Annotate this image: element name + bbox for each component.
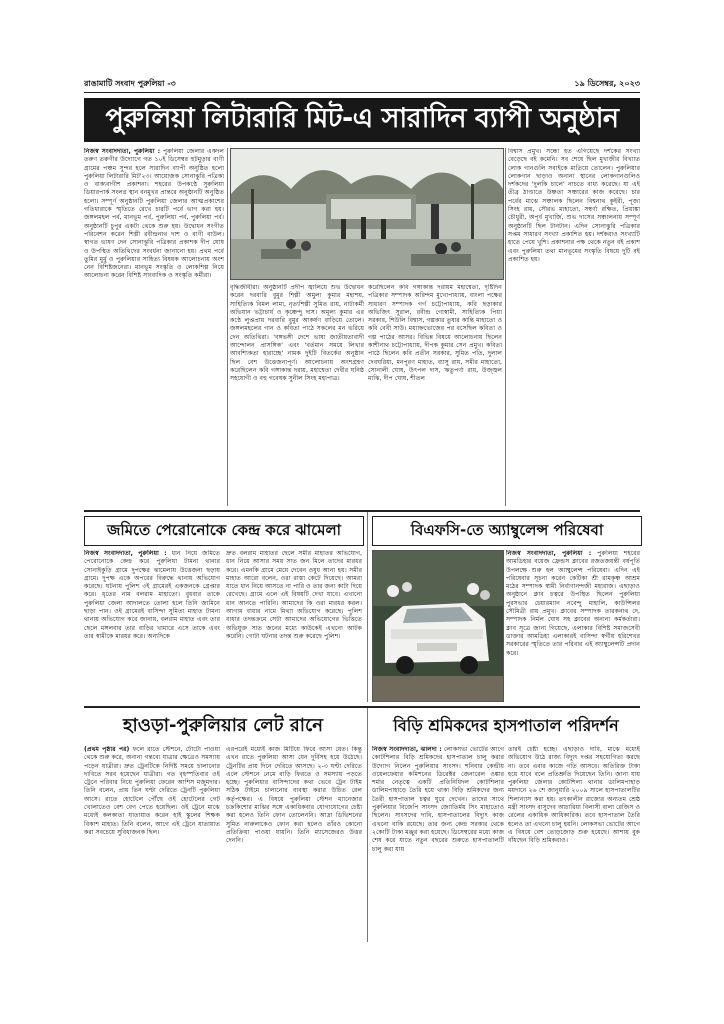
column-rule [227, 148, 228, 506]
lead-dateline: নিজস্ব সংবাদদাতা, পুরুলিয়া : [84, 148, 161, 155]
story3-text-1: পুরুলিয়া শহরের আমডিহার বয়েজ ফ্রেন্ডস ক্লাবের রজতজয়ন্তী বর্ষপূর্তি উপলক্ষে শুরু হল অ্যাম্বুলেন্স পরিষেবা। এদিন এই পরিষেবার সূচনা করেন কেটিকা শ্রী রামকৃষ্ণ আশ্রম মঠের সম্পাদক স্বামী নির্বাণানন্দজী মহারাজ। এছাড়াও অনুষ্ঠানে ক্লাব চত্বরে উপস্থিত ছিলেন পুরুলিয়া পুরসভার চেয়ারম্যান নবেন্দু মাহালি, কাউন্সিলর সৌমিত্রী রায় প্রমুখ। ক্লাবের সম্পাদক তারকনাথ দে, সম্পাদক নির্মল ঘোষ সহ ক্লাবের অনান্য কর্মকর্তারা। ক্লাব সূত্রে জানা গিয়েছে, এলাকার বিশিষ্ট সমাজসেবী ডাক্তার আমডিহা এলাকারই বাসিন্দা স্বর্গীয় হরিশেখর সরকারের স্মৃতিতে তার পরিবার এই অ্যাম্বুলেন্সটি প্রদান করে। [506, 550, 640, 657]
section-divider [84, 706, 640, 708]
story5-headline: বিড়ি শ্রমিকদের হাসপাতাল পরিদর্শন [393, 715, 619, 735]
section-divider [84, 510, 640, 512]
story2-column-2 [226, 550, 362, 702]
story2-headline: জমিতে পেরোনোকে কেন্দ্র করে ঝামেলা [84, 516, 364, 546]
lead-text-3: করেছিলেন কবি গঙ্গাকান্ত দরায়ম মহাশ্বেতা, দৃষ্টিদিন পত্রিকার সম্পাদক অরিন্দম মুখোপাধ্যায়, বাংলা পক্ষের সাধারণ সম্পাদক গর্গ চট্টোপাধ্যায়, কবি ছড়াকার অভিজিৎ সুরাল, রবীন্দ্র গোস্বামী, সাহিত্যিক পিয়া সরকার, শিউলি বিশ্বাস, গল্পকার তুষার কান্তি মাহাতো ও কবি বেবী সাউ। মধ্যাহ্নভোজের পর বসেছিল কবিতা ও গল্প পাঠের আসর। বিভিন্ন বিষয়ে আলোচনায় ছিলেন কাশীনাথ চট্টোপাধ্যায়, দীপক কুমার সেন প্রমুখ। কবিতা পাঠে ছিলেন কবি প্রতীন সরকার, সুমিত পতি, দুলাল দেবঘরিয়া, মনপুরণ মাহাত, ব্যাসু রায়, সমীর মাহাতো, সোনালী ঘোষ, উৎপল দাস, ঋতুপর্ণা রায়, উজ্জ্বল মাঝি, দীপ ঘোষ, শীতল [368, 284, 502, 383]
running-head-left: রাঙামাটি সংবাদ পুরুলিয়া -৩ [84, 78, 176, 88]
story3-dateline: নিজস্ব সংবাদদাতা, পুরুলিয়া : [506, 550, 592, 557]
story2-dateline: নিজস্ব সংবাদদাতা, পুরুলিয়া : [84, 550, 167, 557]
lead-column-4 [508, 148, 640, 506]
lead-text-4: বিশ্বাস প্রমুখ। সন্ধ্যে হত এগিয়েছে দর্শকের সংখ্যা বেড়েছে বই কমেনি। সব শেষে ছিল মুখাজীর বিখ্যাত লোক গানগুলি সবাইকে মাতিয়ে তোলেন। পুরুলিয়ার লোকগান ছাড়াও অনান্য স্থানের লোকগানগুলিও দর্শকদের 'দুলকি চালে' নাচতে বাধ্য করেছে। যা এই তীব্র ঠাণ্ডাতে উষ্ণতা সঞ্চারের কাজ করেছে। চার পর্বের মাঝে সঞ্চালক ছিলেন বিশ্বনাথ কুইরী, পূজা সিংহ রায়, সৌরভ মাহাতো, সম্বর্ণা রক্ষিত, প্রিয়াঙ্কা চৌধুরী, অপূর্ব মুখার্জি, শুভ দাসের সঞ্চালনায় সম্পূর্ণ অনুষ্ঠানটি ছিল টানটান। এদিন সোনাঝুরি পত্রিকার সপ্তম সাধারণ সংখ্যা প্রকাশিত হয়। দর্শকরাও সংখ্যাটি হাতে পেয়ে খুশি। প্রকাশনার পক্ষ থেকে নতুন বই প্রকাশ এবং পুরুলিয়া তথা মানভূমের সংস্কৃতি বিষয়ে দুটি বই প্রকাশিত হয়। [508, 148, 640, 263]
story3-column-1 [506, 550, 640, 702]
lead-headline: পুরুলিয়া লিটারারি মিট-এ সারাদিন ব্যাপী অনুষ্ঠান [84, 98, 640, 142]
story4-text-1: ফলে রাতে স্টেশনে, টোটো পাওয়া থেকে শুরু করে, অনান্য গন্তব্যে যাত্রার ক্ষেত্রেও সমস্যায় পড়েন যাত্রীরা। দ্রুত ট্রেনটিকে নির্দিষ্ট সময়ে চালানোর দাবিতে সরব হয়েছেন যাত্রীরা। গত বৃহস্পতিবার ওই ট্রেনে পরিবার নিয়ে পুরুলিয়া ফেরেন আশিস মজুমদার। তিনি বলেন, প্রায় তিন ঘণ্টা দেরিতে ট্রেনটি পুরুলিয়া আসে। রাতে হোটেলে পৌঁছে ওই হোটেলের গেট খোলাতেও বেশ বেগ পেতে হয়েছিল। ওই ট্রেনে মাঝে মধ্যেই কলকাতা যাতায়াত করেন হাই স্কুলের শিক্ষক বিকাশ মাহাত। তিনি বলেন, আগে এই ট্রেনে যাতায়াত করা সবচেয়ে সুবিধাজনক ছিল। [84, 746, 220, 836]
story4-dateline: (প্রথম পৃষ্ঠার পর) [84, 746, 130, 753]
story5-text-1: লোকসভা ভোটের আগে কোটশিলার বিড়ি শ্রমিকদের হাসপাতাল চালু করার উদ্যোগ নিলেন পুরুলিয়ার সাংসদ। শনিবার কেন্দ্রীয় ওয়েলফেয়ার কমিশনের ডিরেক্টর জেনারেল ওঙ্কার শর্মার নেতৃত্বে একটি প্রতিনিধিদল কোটশিলার ডালিমপাহাড়ে তৈরি হয়ে থাকা বিড়ি শ্রমিকদের জন্য তৈরী হাসপাতাল চত্বর ঘুরে দেখেন। তাদের সাথে পুরুলিয়ার বিজেপি সাংসদ জ্যোতির্ময় সিং মাহাতোও ছিলেন। সাংসদের দাবি, হাসপাতালের বিদ্যুৎ কাজ এখনো বাকি রয়েছে। তার জন্য কেন্দ্র সরকার থেকে ২কোটি টাকা মঞ্জুর করা হয়েছে। ডিসেম্বরের মধ্যে কাজ শেষ করে যাতে নতুন বছরের শুরুতে হাসপাতালটি চালু করা যায় [372, 746, 504, 853]
column-rule [367, 512, 368, 702]
ambulance-photo [372, 550, 504, 702]
story5-column-1 [372, 746, 504, 942]
lead-photo [230, 148, 504, 280]
lead-column-3 [368, 284, 502, 506]
running-head [84, 76, 640, 93]
column-rule [505, 148, 506, 506]
story4-headline: হাওড়া-পুরুলিয়ার লেট রানে [123, 714, 323, 736]
lead-column-2 [230, 284, 364, 506]
story2-text-1: ধান নিয়ে জমিতে পেরোনোকে কেন্দ্র করে পুরুলিয়া টামনা থানার সোনাইকুড়ি গ্রামে দুপক্ষের ঝামেলায় উত্তেজনা ছড়ায় গ্রামে। দুপক্ষ একে অপরের বিরুদ্ধে থানায় অভিযোগ করেছে। ঘটনায় পুলিশ ৩ই গ্রামেরই একজনকে গ্রেপ্তার করে। ধৃতের নাম বলরাম মাহাতো। বুধবার তাকে পুরুলিয়া জেলা আদালতে তোলা হলে তিনি জামিনে ছাড়া পান। ওই গ্রামেরই বাসিন্দা সুমিতা মাহাত টামনা থানায় অভিযোগ করে জানায়, বলরাম মাহাত এবং তার ছেলে মঙ্গলবার তার বাড়ির খামারে এসে তাকে এবং তার স্বামীকে মারধর করে। অন্যদিকে [84, 550, 220, 640]
lead-text-1: পুরুলিয়া জেলার একদল তরুণ তরুণীর উদ্যোগে গত ১০ই ডিসেম্বর হুটমুড়ার বাণী গ্রামের পঞ্চম সুন্দর হলে সারাদিন ব্যাপী অনুষ্ঠিত হলো পুরুলিয়া লিটারারি মিট'২৩। আয়োজক সোনাঝুরি পত্রিকা ও বাক্যবাগীশ প্রকাশনা। শহরের উপকণ্ঠে সুরুলিয়া ডিয়ারপার্ক সংলগ্ন স্থান বনমুখর প্রান্তরে অনুষ্ঠানটি অনুষ্ঠিত হলো। সম্পূর্ণ অনুষ্ঠানটি পুরুলিয়া জেলার আত্মপ্রকাশের গতিধারাকে স্মৃতিতে রেখে চারটি পর্বে ভাগ করা হয়। জঙ্গলমহল পর্ব, মানভূম পর্ব, পুরুলিয়া পর্ব, পুরুলিয়া পর্ব। অনুষ্ঠানটি চুপুর একটা থেকে শুরু হয়। উদ্বোধন সংগীত পরিবেশন করেন শিল্পী রবীন্দ্রনাথ দাশ ও বাণী বাউল। স্বাগত ভাষণ দেন সোনাঝুরি পত্রিকার প্রকাশক দীপ ঘোষ ও উপস্থিত অতিথিদের সংবর্ধনা জানানো হয়। প্রথম পর্বে তুমির মুর্মু ও পুরুলিয়ার সাহিত্য বিষয়ক আলোচনায় অংশ নেন বিশিষ্টজনেরা। মানভূম সংস্কৃতি ও লোকশিল্প নিয়ে আলোচনা করেন বিশিষ্ট সাংবাদিক ও সংস্কৃতি কর্মীরা। [84, 148, 224, 280]
story2-text-2: দ্রুত বলরাম মাহাতর ছেলে সমীর মাহাতর অভিযোগ, ধান নিয়ে আসার সময় সাত জন মিলে তাদের মারধর করে। এমনকি গ্রামে মেয়ে দেবেন ওষুধ আনা হয়। সমীর মাহাত আরো বলেন, ওরা রাস্তা কেটে দিয়েছে। আমরা যাতে ধান নিয়ে আসতে না পারি ও তার জন্য কাটা দিয়ে রেখেছে। গ্রামে এলে এই বিষয়টি দেখা যাবে। এখানো ধান আনতে পারিনি। আমাদের কি ওরা মারধর করল। আগাম বাধার নামে মিথ্যা অভিযোগ করেছে। পুলিশ বাধার তদন্তক্রমে সেটা আমাদের অভিযোগের ভিত্তিতে অভিযুক্ত সাত জনের মধ্যে কাউকেই এখনো আটক করেনি। গোটা ঘটনার তদন্ত শুরু করেছে পুলিশ। [226, 550, 362, 640]
story5-column-2 [508, 746, 640, 942]
lead-column-1 [84, 148, 224, 506]
lead-text-2: বৃদ্ধিজীবীরা। অনুষ্ঠানটি প্রদীপ জ্বালিয়ে শুভ উদ্বোধন করেন দরবারি বুমুর শিল্পী অমুল্য কুমার মহাশয়, সাহিত্যিক বিমল লামা, নৃত্যশিল্পী সুমিত রায়, নাট্যকর্মী অভিযান ভট্টাচার্য ও কৃষ্ণেন্দু দাস। অমূল্য কুমার এর কণ্ঠে লুপ্তপ্রায় দরবারি বুমুর আকর্ষণ বাড়িয়ে তোলে। জঙ্গলমহলের গান ও কবিতা পাঠে সকলের মন ভরিয়ে দেন অতিথিরা। 'বঙ্গভঙ্গী দেশে ভাষা জাতীয়তাবাদী আন্দোলন প্রাসঙ্গিক' এবং 'বর্তমান সময়ে লিখার আবশ্যিকতা হারাচ্ছে' নামক দুইটি বিতর্কের অনুষ্ঠান ছিল বেশ উত্তেজনাপূর্ণ। আলোচনায় অংশগ্রহণ করেছিলেন কবি গঙ্গাকান্ত দরায়, মহাশ্বেতা দেবীর ঘনিষ্ঠ সহযোগী ও বহু গবেষক সুনীল সিংহ মহাপাত্র। [230, 284, 364, 383]
story5-dateline: নিজস্ব সংবাদদাতা, ঝালদা : [372, 746, 442, 753]
story4-column-2 [226, 746, 362, 942]
running-head-date: ১৯ ডিসেম্বর, ২০২৩ [574, 78, 640, 88]
story2-column-1 [84, 550, 220, 702]
column-rule [367, 708, 368, 942]
ambulance-icon [373, 551, 503, 701]
story3-headline: বিএফসি-তে অ্যাম্বুলেন্স পরিষেবা [372, 516, 642, 546]
story4-text-2: এরপরেই মধ্যেই কাজ মিটিয়ে ফিরে আসা যেত। কিন্তু এখন রাতে পুরুলিয়া আসা যেন দুর্বিসহ হয়ে উঠেছে। ট্রেনটির প্রায় দিনে দেরিতে আসছে। ২-৩ ঘণ্টা দেরিতে এলে স্টেশনে নেমে বাড়ি ফিরতে ও সমস্যায় পড়তে হচ্ছে। পুরুলিয়ার বাসিন্দাদের কথা ভেবে ট্রেন টাইম সঠিক টাইমে চালানোর ব্যবস্থা করার উচিত রেল কর্তৃপক্ষের। এ বিষয়ে পুরুলিয়া স্টেশন ম্যানেজার চক্রকিশোর মাঝির সঙ্গে একাধিকবার যোগাযোগের চেষ্টা করা হলেও তিনি ফোন তোলেননি। আদ্রা ডিভিশনের সুমিত নারুলাকেও ফোন করা হলেও তাঁরও কোনো প্রতিক্রিয়া পাওয়া যায়নি। তিনি ম্যাসেজেরও উত্তর দেননি। [226, 746, 362, 845]
story4-column-1 [84, 746, 220, 942]
event-stage-photo-icon [231, 149, 503, 279]
story5-text-2: তারই চেষ্টা হচ্ছে। এছাড়াও দাবি, মাঝে মধ্যেই অভিযোগ উঠে রাজ্য বিদ্যুৎ দপ্তর সহযোগিতা করছে না। তবে এবার কাজে গতি আসবে। অতিরিক্ত টাকা হয়ে যাবে বলে প্রতিশ্রুতি দিয়েছেন তিনি। জানা যায় পুরুলিয়া জেলার কোটশিলা থানার ডালিমপাহাড় ময়দানে ২৬ শে জানুয়ারি ২০০৯ সালে হাসপাতালটির শিলান্যাস করা হয়। তৎকালীন রাজ্যের অন্যতম শ্রেষ্ঠ মন্ত্রী সাংসদ বাসুদেব আচারিয়া বিলাসী বালা রেজিস ও রেলের একাধিক আধিকারিক। তবে হাসপাতাল তৈরি হলেও তা এখনো চালু হয়নি। লোকসভা ভোটের আগে এ বিষয়ে বেশ তোড়জোড় শুরু হয়েছে। আশায় বুক বাঁধছেন বিড়ি শ্রমিকরাও। [508, 746, 640, 845]
